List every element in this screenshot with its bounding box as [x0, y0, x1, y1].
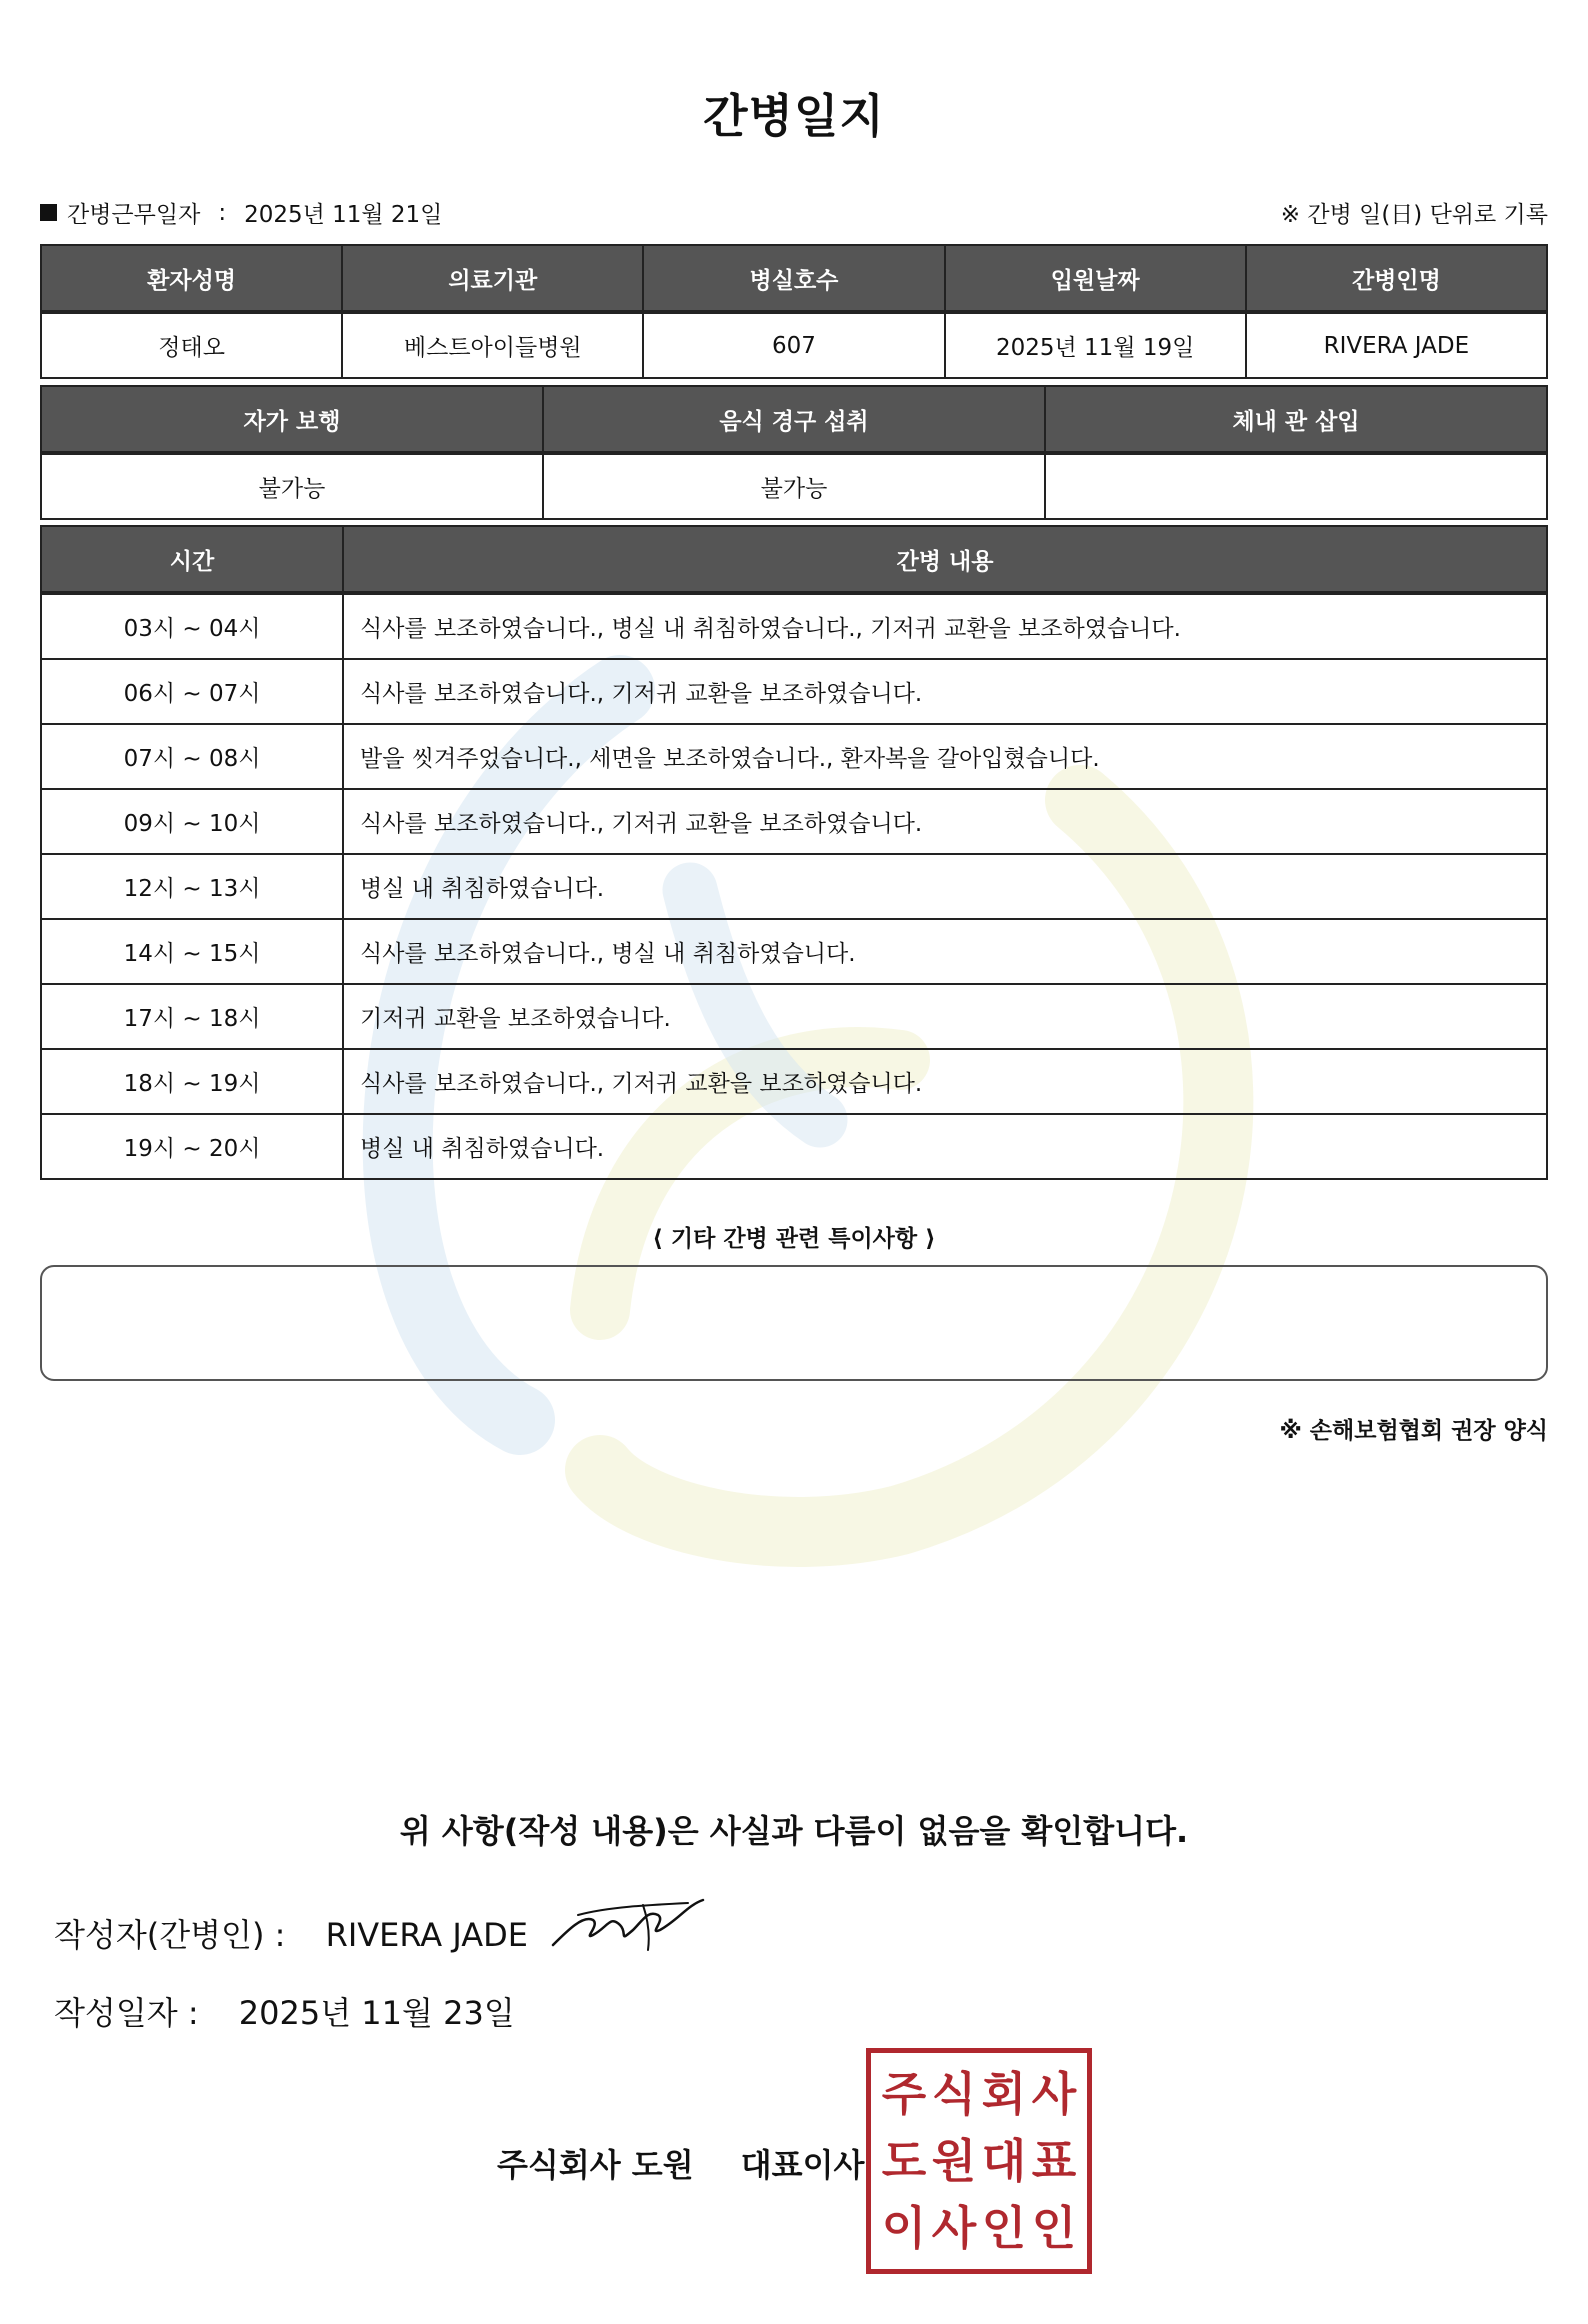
work-date-colon: :	[218, 199, 227, 226]
seal-char: 인	[981, 2200, 1027, 2255]
care-time: 18시 ~ 19시	[41, 1049, 343, 1114]
company-title: 대표이사	[740, 2146, 865, 2184]
care-content: 식사를 보조하였습니다., 기저귀 교환을 보조하였습니다.	[343, 659, 1547, 724]
confirm-statement: 위 사항(작성 내용)은 사실과 다름이 없음을 확인합니다.	[399, 1812, 1189, 1850]
work-date-value: 2025년 11월 21일	[244, 202, 443, 228]
header-oral-intake: 음식 경구 섭취	[543, 386, 1045, 453]
seal-char: 인	[1031, 2200, 1077, 2255]
writer-line	[54, 1910, 528, 1956]
seal-char: 이	[881, 2200, 927, 2255]
seal-char: 표	[1031, 2133, 1077, 2188]
seal-char: 대	[981, 2133, 1027, 2188]
written-date-label: 작성일자 :	[54, 1994, 199, 2032]
care-time: 06시 ~ 07시	[41, 659, 343, 724]
care-time: 09시 ~ 10시	[41, 789, 343, 854]
seal-char: 사	[1031, 2067, 1077, 2122]
care-time: 07시 ~ 08시	[41, 724, 343, 789]
status-value-row	[41, 453, 1547, 519]
table-row	[41, 919, 1547, 984]
table-row	[41, 724, 1547, 789]
header-room: 병실호수	[643, 245, 944, 312]
care-content: 식사를 보조하였습니다., 병실 내 취침하였습니다.	[343, 919, 1547, 984]
caregiver-name: RIVERA JADE	[1246, 312, 1547, 378]
patient-info-table	[40, 244, 1548, 379]
seal-char: 식	[931, 2067, 977, 2122]
header-caregiver-name: 간병인명	[1246, 245, 1547, 312]
header-care-content: 간병 내용	[343, 526, 1547, 593]
care-content: 병실 내 취침하였습니다.	[343, 854, 1547, 919]
table-row	[41, 789, 1547, 854]
seal-characters	[879, 2061, 1079, 2261]
seal-char: 사	[931, 2200, 977, 2255]
care-content: 발을 씻겨주었습니다., 세면을 보조하였습니다., 환자복을 갈아입혔습니다.	[343, 724, 1547, 789]
patient-header-row	[41, 245, 1547, 312]
table-row	[41, 854, 1547, 919]
care-time: 12시 ~ 13시	[41, 854, 343, 919]
work-date-label: 간병근무일자	[67, 202, 201, 228]
table-row	[41, 593, 1547, 659]
signature-image	[548, 1885, 708, 1955]
header-time: 시간	[41, 526, 343, 593]
care-content: 식사를 보조하였습니다., 기저귀 교환을 보조하였습니다.	[343, 1049, 1547, 1114]
care-time: 17시 ~ 18시	[41, 984, 343, 1049]
patient-name: 정태오	[41, 312, 342, 378]
work-date	[40, 196, 442, 229]
written-date-value: 2025년 11월 23일	[238, 1994, 515, 2032]
tube-insertion-value	[1045, 453, 1547, 519]
unit-note: ※ 간병 일(日) 단위로 기록	[1280, 202, 1548, 228]
recommend-note: ※ 손해보험협회 권장 양식	[1279, 1418, 1548, 1444]
seal-char: 원	[931, 2133, 977, 2188]
seal-char: 주	[881, 2067, 927, 2122]
header-admission-date: 입원날짜	[945, 245, 1246, 312]
care-time: 03시 ~ 04시	[41, 593, 343, 659]
care-content: 식사를 보조하였습니다., 병실 내 취침하였습니다., 기저귀 교환을 보조하였습니다.	[343, 593, 1547, 659]
room-number: 607	[643, 312, 944, 378]
company-line	[497, 2140, 864, 2186]
company-seal-stamp	[866, 2048, 1092, 2274]
self-walking-value: 불가능	[41, 453, 543, 519]
patient-value-row	[41, 312, 1547, 378]
written-date-line	[54, 1988, 515, 2034]
patient-status-table	[40, 385, 1548, 520]
notes-box[interactable]	[40, 1265, 1548, 1381]
table-row	[41, 1049, 1547, 1114]
header-patient-name: 환자성명	[41, 245, 342, 312]
writer-name: RIVERA JADE	[325, 1916, 528, 1954]
header-tube-insertion: 체내 관 삽입	[1045, 386, 1547, 453]
care-header-row	[41, 526, 1547, 593]
page-title: 간병일지	[703, 89, 885, 143]
seal-char: 회	[981, 2067, 1027, 2122]
care-content: 병실 내 취침하였습니다.	[343, 1114, 1547, 1179]
square-bullet-icon	[40, 204, 57, 221]
header-self-walking: 자가 보행	[41, 386, 543, 453]
table-row	[41, 1114, 1547, 1179]
header-hospital: 의료기관	[342, 245, 643, 312]
care-content: 식사를 보조하였습니다., 기저귀 교환을 보조하였습니다.	[343, 789, 1547, 854]
table-row	[41, 659, 1547, 724]
status-header-row	[41, 386, 1547, 453]
oral-intake-value: 불가능	[543, 453, 1045, 519]
company-name: 주식회사 도원	[497, 2146, 694, 2184]
notes-title: ⟨ 기타 간병 관련 특이사항 ⟩	[652, 1226, 936, 1252]
admission-date: 2025년 11월 19일	[945, 312, 1246, 378]
care-content-table	[40, 525, 1548, 1180]
care-time: 14시 ~ 15시	[41, 919, 343, 984]
care-content: 기저귀 교환을 보조하였습니다.	[343, 984, 1547, 1049]
writer-label: 작성자(간병인) :	[54, 1916, 286, 1954]
table-row	[41, 984, 1547, 1049]
hospital-name: 베스트아이들병원	[342, 312, 643, 378]
care-time: 19시 ~ 20시	[41, 1114, 343, 1179]
seal-char: 도	[881, 2133, 927, 2188]
